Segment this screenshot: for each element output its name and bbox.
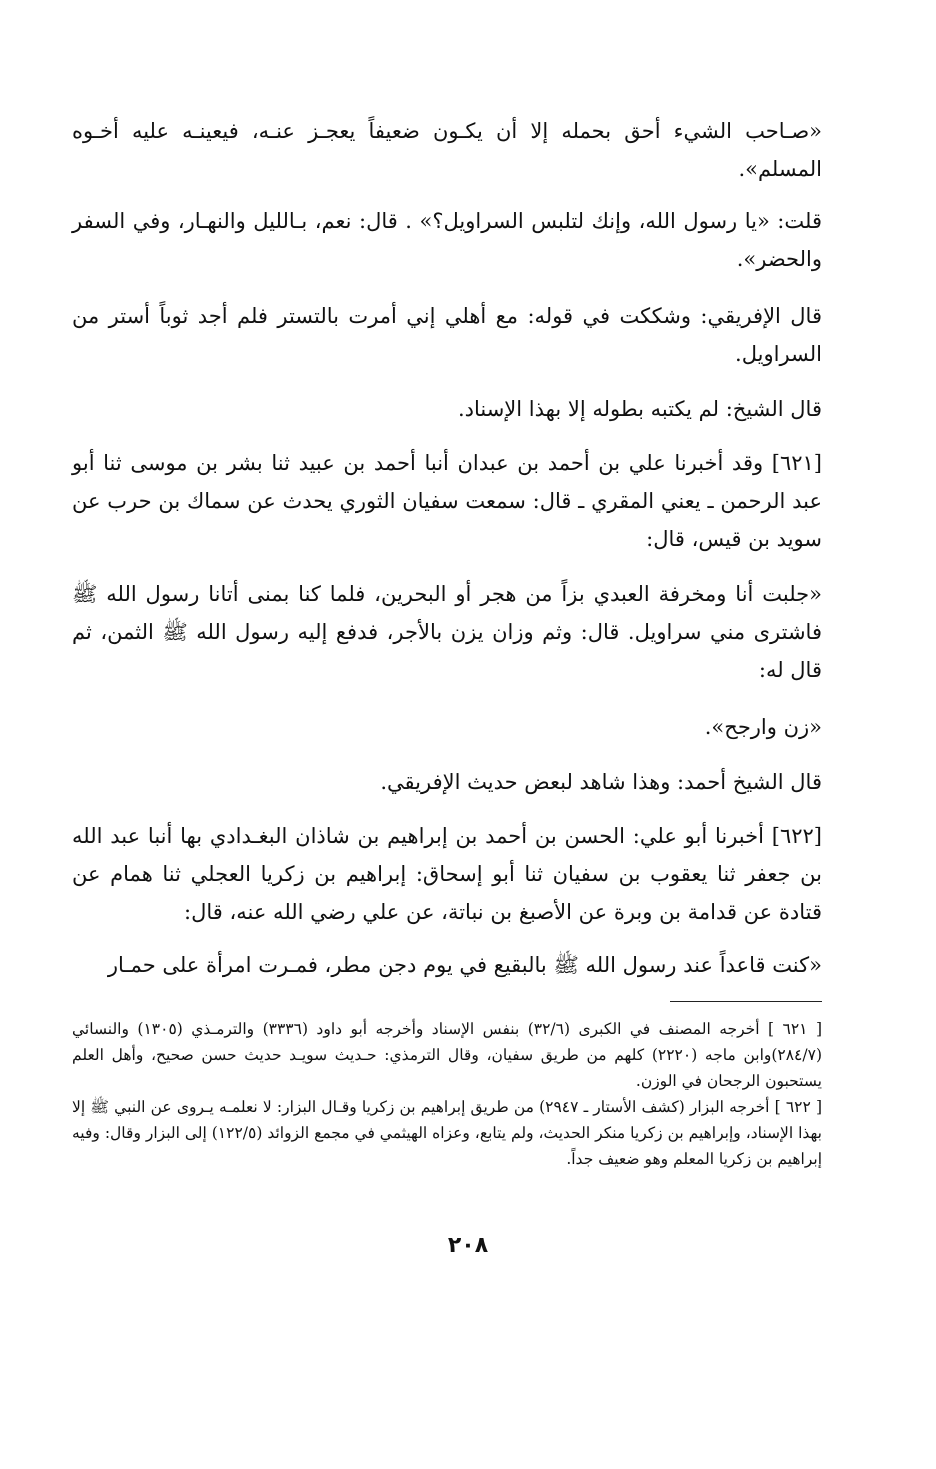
isnad-622-paragraph: [٦٢٢] أخبرنا أبو علي: الحسن بن أحمد بن إبراهيم بن شاذان البغـدادي بها أنبا عبد الله بن جعفر ثنا يعقوب بن سفيان ثنا أبو إسحاق: إبراهيم بن زكريا العجلي ثنا همام عن قتادة عن قدامة بن وبرة عن الأصبغ بن نباتة، عن علي رضي الله عنه، قال: bbox=[72, 824, 822, 924]
narration-paragraph: قلت: «يا رسول الله، وإنك لتلبس السراويل؟» . قال: نعم، بـالليل والنهـار، وفي السفر والحضر». bbox=[72, 209, 822, 271]
narrator-comment-paragraph: قال الإفريقي: وشككت في قوله: مع أهلي إني أمرت بالتستر فلم أجد ثوباً أستر من السراويل. bbox=[72, 304, 822, 366]
isnad-621-paragraph: [٦٢١] وقد أخبرنا علي بن أحمد بن عبدان أنبا أحمد بن عبيد ثنا بشر بن موسى ثنا أبو عبد الرحمن ـ يعني المقري ـ قال: سمعت سفيان الثوري يحدث عن سماك بن حرب عن سويد بن قيس، قال: bbox=[72, 451, 822, 551]
quote-paragraph: «زن وارجح». bbox=[704, 715, 822, 739]
footnote-separator bbox=[670, 1001, 822, 1002]
hadith-622-text-paragraph: «كنت قاعداً عند رسول الله ﷺ بالبقيع في يوم دجن مطر، فمـرت امرأة على حمـار bbox=[107, 953, 822, 977]
footnotes-section bbox=[72, 1016, 822, 1172]
hadith-621-text-paragraph: «جلبت أنا ومخرفة العبدي بزاً من هجر أو البحرين، فلما كنا بمنى أتانا رسول الله ﷺ فاشترى مني سراويل. قال: وثم وزان يزن بالأجر، فدفع إليه رسول الله ﷺ الثمن، ثم قال له: bbox=[72, 582, 822, 682]
page-number: ٢٠٨ bbox=[447, 1233, 489, 1258]
sheikh-ahmad-comment-paragraph: قال الشيخ أحمد: وهذا شاهد لبعض حديث الإفريقي. bbox=[380, 770, 822, 794]
hadith-text-paragraph: «صـاحب الشيء أحق بحمله إلا أن يكـون ضعيفاً يعجـز عنـه، فيعينـه عليه أخـوه المسلم». bbox=[72, 119, 822, 181]
sheikh-comment-paragraph: قال الشيخ: لم يكتبه بطوله إلا بهذا الإسناد. bbox=[457, 397, 822, 421]
footnote-621: [ ٦٢١ ] أخرجه المصنف في الكبرى (٣٢/٦) بنفس الإسناد وأخرجه أبو داود (٣٣٣٦) والترمـذي (١٣٠٥) والنسائي (٢٨٤/٧)وابن ماجه (٢٢٢٠) كلهم من طريق سفيان، وقال الترمذي: حـديث سويـد حديث حسن صحيح، وأهل العلم يستحبون الرجحان في الوزن. bbox=[72, 1020, 822, 1090]
footnote-622: [ ٦٢٢ ] أخرجه البزار (كشف الأستار ـ ٢٩٤٧) من طريق إبراهيم بن زكريا وقـال البزار: لا نعلمـه يـروى عن النبي ﷺ إلا بهذا الإسناد، وإبراهيم بن زكريا منكر الحديث، ولم يتابع، وعزاه الهيثمي في مجمع الزوائد (١٢٢/٥) إلى البزار وقال: وفيه إبراهيم بن زكريا المعلم وهو ضعيف جداً. bbox=[72, 1098, 822, 1168]
